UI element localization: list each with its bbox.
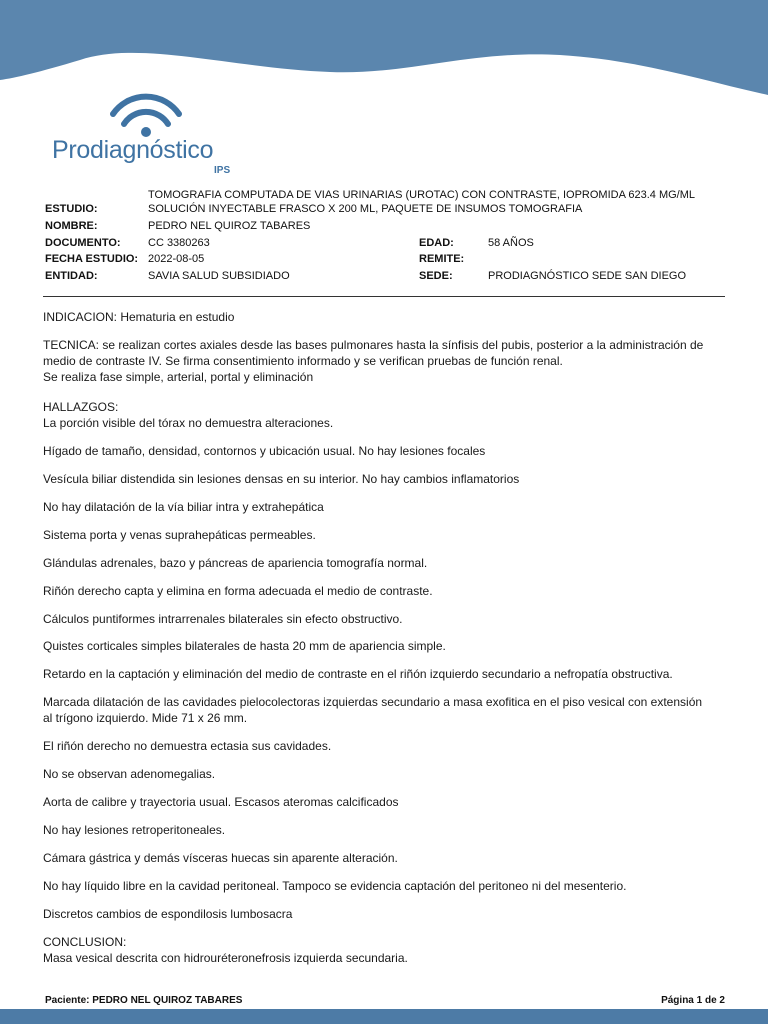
- wifi-icon: [107, 92, 185, 138]
- finding: Cálculos puntiformes intrarrenales bilaterales sin efecto obstructivo.: [43, 612, 403, 626]
- brand-logo: [52, 92, 242, 182]
- finding: Quistes corticales simples bilaterales de hasta 20 mm de apariencia simple.: [43, 639, 446, 653]
- edad-label: EDAD:: [419, 237, 454, 249]
- finding: Cámara gástrica y demás vísceras huecas sin aparente alteración.: [43, 851, 398, 865]
- finding: Sistema porta y venas suprahepáticas permeables.: [43, 528, 316, 542]
- finding: Marcada dilatación de las cavidades pielocolectoras izquierdas secundario a masa exofitica en el piso vesical con extensión: [43, 695, 703, 709]
- brand-name: Prodiagnóstico: [52, 136, 214, 164]
- finding: Hígado de tamaño, densidad, contornos y ubicación usual. No hay lesiones focales: [43, 444, 486, 458]
- finding: Riñón derecho capta y elimina en forma adecuada el medio de contraste.: [43, 584, 433, 598]
- finding: Vesícula biliar distendida sin lesiones densas en su interior. No hay cambios inflamatorios: [43, 472, 520, 486]
- tecnica-line2: medio de contraste IV. Se firma consentimiento informado y se verifican pruebas de función renal.: [43, 354, 563, 368]
- page-number: Página 1 de 2: [661, 995, 725, 1006]
- entidad-value: SAVIA SALUD SUBSIDIADO: [148, 270, 290, 282]
- remite-label: REMITE:: [419, 253, 465, 265]
- finding: La porción visible del tórax no demuestra alteraciones.: [43, 416, 334, 430]
- brand-sub: IPS: [214, 165, 231, 176]
- finding: Discretos cambios de espondilosis lumbosacra: [43, 907, 293, 921]
- indicacion: INDICACION: Hematuria en estudio: [43, 310, 235, 324]
- conclusion-text: Masa vesical descrita con hidrouréteronefrosis izquierda secundaria.: [43, 951, 408, 965]
- finding: No hay dilatación de la vía biliar intra y extrahepática: [43, 500, 324, 514]
- finding: al trígono izquierdo. Mide 71 x 26 mm.: [43, 711, 248, 725]
- fecha-estudio-label: FECHA ESTUDIO:: [45, 253, 139, 265]
- fecha-estudio-value: 2022-08-05: [148, 253, 205, 265]
- footer-patient: Paciente: PEDRO NEL QUIROZ TABARES: [45, 995, 243, 1006]
- hallazgos-heading: HALLAZGOS:: [43, 400, 119, 414]
- tecnica-line3: Se realiza fase simple, arterial, portal y eliminación: [43, 370, 314, 384]
- nombre-label: NOMBRE:: [45, 220, 98, 232]
- conclusion-heading: CONCLUSION:: [43, 935, 127, 949]
- finding: Glándulas adrenales, bazo y páncreas de apariencia tomografía normal.: [43, 556, 428, 570]
- finding: Aorta de calibre y trayectoria usual. Escasos ateromas calcificados: [43, 795, 399, 809]
- footer-bar: [0, 1009, 768, 1024]
- nombre-value: PEDRO NEL QUIROZ TABARES: [148, 220, 311, 232]
- edad-value: 58 AÑOS: [488, 237, 534, 249]
- tecnica-line1: TECNICA: se realizan cortes axiales desde las bases pulmonares hasta la sínfisis del pubis, posterior a la administración de: [43, 338, 704, 352]
- documento-label: DOCUMENTO:: [45, 237, 121, 249]
- estudio-label: ESTUDIO:: [45, 203, 98, 215]
- estudio-value-line2: SOLUCIÓN INYECTABLE FRASCO X 200 ML, PAQUETE DE INSUMOS TOMOGRAFIA: [148, 203, 583, 215]
- sede-label: SEDE:: [419, 270, 453, 282]
- finding: No hay lesiones retroperitoneales.: [43, 823, 226, 837]
- header-divider: [43, 296, 725, 297]
- finding: Retardo en la captación y eliminación del medio de contraste en el riñón izquierdo secundario a nefropatía obstructiva.: [43, 667, 673, 681]
- estudio-value-line1: TOMOGRAFIA COMPUTADA DE VIAS URINARIAS (UROTAC) CON CONTRASTE, IOPROMIDA 623.4 MG/ML: [148, 189, 696, 201]
- finding: No se observan adenomegalias.: [43, 767, 216, 781]
- finding: El riñón derecho no demuestra ectasia sus cavidades.: [43, 739, 332, 753]
- entidad-label: ENTIDAD:: [45, 270, 98, 282]
- sede-value: PRODIAGNÓSTICO SEDE SAN DIEGO: [488, 270, 687, 282]
- finding: No hay líquido libre en la cavidad peritoneal. Tampoco se evidencia captación del peritoneo ni del mesenterio.: [43, 879, 627, 893]
- documento-value: CC 3380263: [148, 237, 210, 249]
